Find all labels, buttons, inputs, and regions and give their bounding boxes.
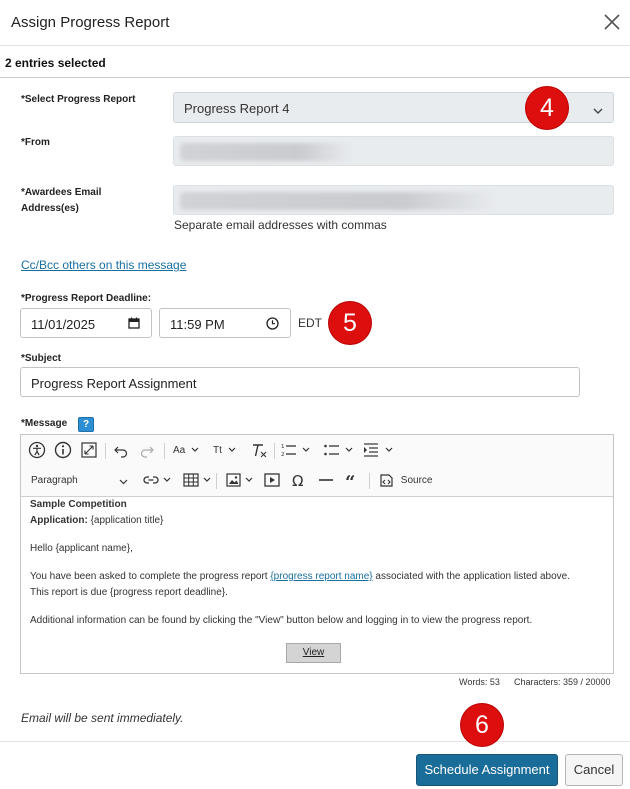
application-line <box>30 515 163 526</box>
progress-report-value: Progress Report 4 <box>184 101 290 116</box>
calendar-icon[interactable] <box>128 317 140 332</box>
selection-count: 2 entries selected <box>5 56 106 70</box>
message-label: *Message <box>21 418 68 429</box>
annotation-badge: 5 <box>329 302 371 344</box>
dialog-title: Assign Progress Report <box>11 14 170 31</box>
awardees-label <box>21 185 101 217</box>
awardees-label-line2: Address(es) <box>21 203 79 214</box>
toolbar-divider <box>216 473 217 489</box>
selection-summary <box>0 46 630 78</box>
deadline-time-input[interactable] <box>159 308 291 338</box>
toolbar-divider <box>164 443 165 459</box>
remove-format-icon[interactable] <box>250 441 268 461</box>
link-dropdown[interactable] <box>143 471 173 491</box>
toolbar-divider <box>274 443 275 459</box>
annotation-badge: 4 <box>526 87 568 129</box>
toolbar-divider <box>369 473 370 489</box>
text-transform-label: Tt <box>213 445 222 456</box>
view-button[interactable]: View <box>286 643 341 663</box>
deadline-label: *Progress Report Deadline: <box>21 293 152 304</box>
special-characters-icon[interactable] <box>290 471 308 491</box>
redo-icon[interactable] <box>139 441 155 461</box>
cc-bcc-link[interactable]: Cc/Bcc others on this message <box>21 258 187 272</box>
competition-name: Sample Competition <box>30 499 127 510</box>
awardees-label-line1: *Awardees Email <box>21 187 102 198</box>
line1-text-end: associated with the application listed above. <box>372 571 570 582</box>
subject-input[interactable] <box>20 367 580 397</box>
indent-dropdown[interactable] <box>363 441 393 461</box>
greeting: Hello {applicant name}, <box>30 543 133 554</box>
font-size-label: Aa <box>173 445 186 456</box>
report-label: *Select Progress Report <box>21 94 136 105</box>
word-count: Words: 53 <box>459 677 500 687</box>
report-name-link[interactable]: {progress report name} <box>270 571 373 582</box>
paragraph-format-label: Paragraph <box>31 475 78 486</box>
deadline-time-value: 11:59 PM <box>170 317 225 332</box>
message-line-2: This report is due {progress report deadline}. <box>30 587 228 598</box>
image-dropdown[interactable] <box>226 471 256 491</box>
rich-text-editor[interactable] <box>20 434 614 674</box>
annotation-badge: 6 <box>461 704 503 746</box>
svg-text:“: “ <box>345 472 356 489</box>
text-transform-dropdown[interactable] <box>213 441 236 461</box>
subject-label: *Subject <box>21 353 62 364</box>
character-count: Characters: 359 / 20000 <box>514 677 611 687</box>
application-label: Application: <box>30 515 88 526</box>
media-embed-icon[interactable] <box>263 471 281 491</box>
message-line-1 <box>30 571 570 582</box>
table-dropdown[interactable] <box>183 471 213 491</box>
block-quote-icon[interactable] <box>344 471 362 491</box>
close-icon[interactable] <box>600 10 624 34</box>
svg-text:1: 1 <box>281 444 285 450</box>
numbered-list-dropdown[interactable] <box>280 441 310 461</box>
dialog-header <box>0 0 630 46</box>
timezone-label: EDT <box>298 316 322 330</box>
from-label: *From <box>21 137 50 148</box>
bulleted-list-dropdown[interactable] <box>323 441 353 461</box>
deadline-date-value: 11/01/2025 <box>31 317 96 332</box>
subject-value: Progress Report Assignment <box>31 376 197 391</box>
editor-toolbar <box>21 435 613 497</box>
toolbar-divider <box>105 443 106 459</box>
editor-content[interactable] <box>21 497 613 673</box>
source-label: Source <box>400 475 433 486</box>
application-value: {application title} <box>90 515 164 526</box>
paragraph-format-dropdown[interactable] <box>31 471 131 491</box>
info-icon[interactable] <box>54 441 72 461</box>
send-notice: Email will be sent immediately. <box>21 711 184 725</box>
svg-text:2: 2 <box>281 452 285 458</box>
schedule-assignment-button[interactable]: Schedule Assignment <box>416 754 558 786</box>
cancel-button[interactable]: Cancel <box>565 754 623 786</box>
horizontal-line-icon[interactable] <box>317 471 335 491</box>
deadline-date-input[interactable] <box>20 308 152 338</box>
awardees-email-field[interactable] <box>173 185 614 215</box>
line1-text: You have been asked to complete the progress report <box>30 571 271 582</box>
font-size-dropdown[interactable] <box>173 441 199 461</box>
svg-text:Ω: Ω <box>292 472 304 489</box>
message-line-3: Additional information can be found by clicking the "View" button below and logging in to view the progress report. <box>30 615 533 626</box>
accessibility-icon[interactable] <box>28 441 46 461</box>
redacted-value <box>180 192 498 210</box>
source-button[interactable] <box>378 471 432 491</box>
chevron-down-icon <box>593 104 603 118</box>
dialog-footer <box>0 741 630 789</box>
fullscreen-icon[interactable] <box>80 441 98 461</box>
help-icon[interactable]: ? <box>78 417 94 432</box>
awardees-help-text: Separate email addresses with commas <box>174 218 387 232</box>
undo-icon[interactable] <box>113 441 129 461</box>
redacted-value <box>180 143 352 161</box>
clock-icon[interactable] <box>266 317 279 333</box>
from-field <box>173 136 614 166</box>
